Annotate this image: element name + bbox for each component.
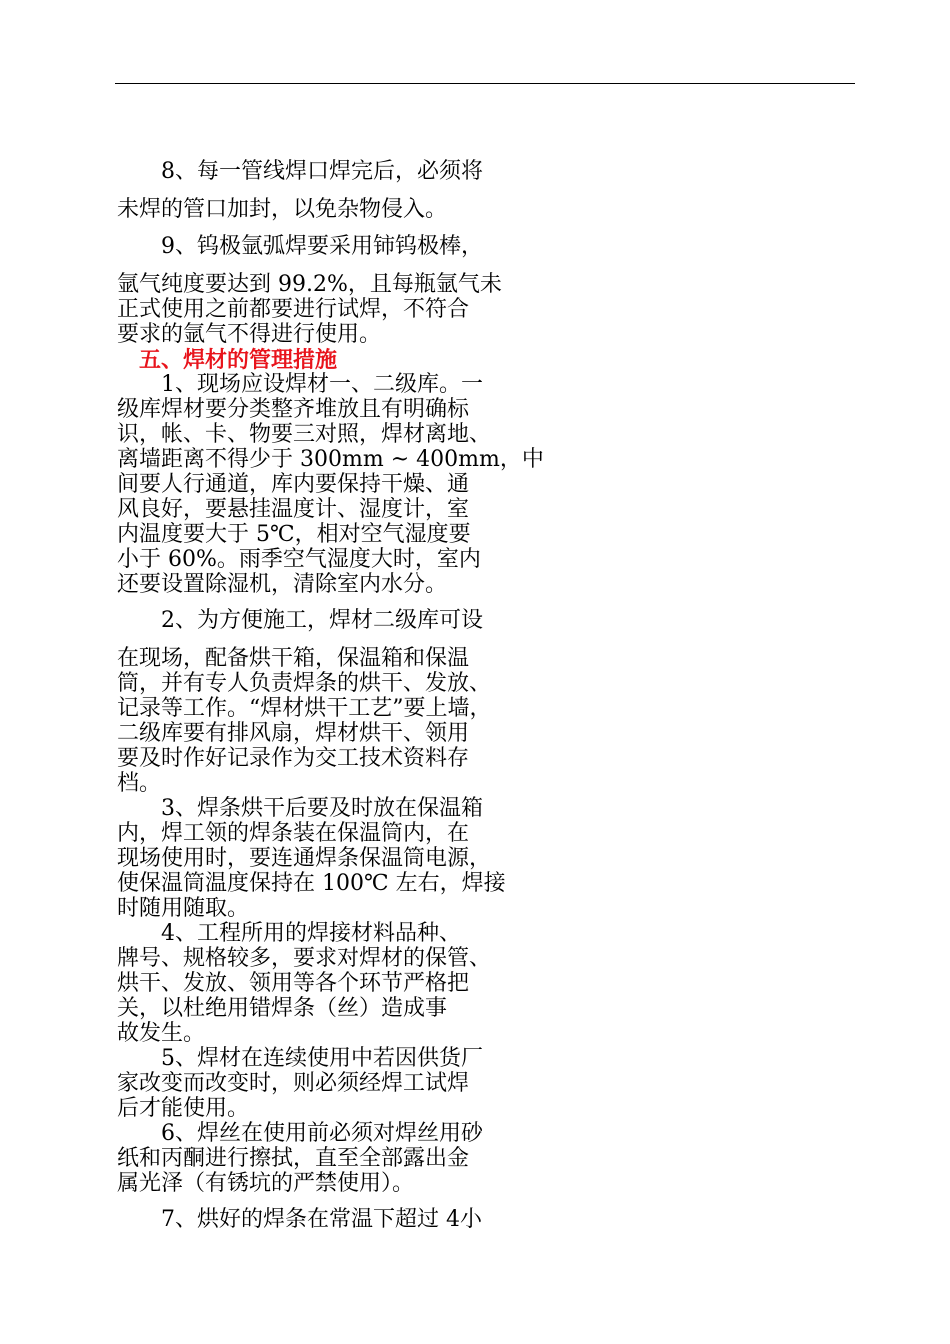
text-line: 2、为方便施工，焊材二级库可设: [117, 608, 483, 633]
text-line: 在现场，配备烘干箱，保温箱和保温: [117, 646, 470, 671]
text-line: 故发生。: [117, 1021, 206, 1046]
text-line: 记录等工作。“焊材烘干工艺”要上墙，: [117, 696, 492, 721]
text-line: 牌号、规格较多，要求对焊材的保管、: [117, 946, 492, 971]
text-line: 8、每一管线焊口焊完后，必须将: [117, 159, 483, 184]
text-line: 1、现场应设焊材一、二级库。一: [117, 372, 483, 397]
text-line: 间要人行通道，库内要保持干燥、通: [117, 472, 470, 497]
text-line: 档。: [117, 771, 162, 796]
text-line: 要及时作好记录作为交工技术资料存: [117, 746, 470, 771]
text-line: 现场使用时，要连通焊条保温筒电源，: [117, 846, 492, 871]
text-line: 后才能使用。: [117, 1096, 250, 1121]
text-line: 二级库要有排风扇，焊材烘干、领用: [117, 721, 470, 746]
text-line: 筒，并有专人负责焊条的烘干、发放、: [117, 671, 492, 696]
text-line: 氩气纯度要达到 99.2%，且每瓶氩气未: [117, 272, 502, 297]
text-line: 级库焊材要分类整齐堆放且有明确标: [117, 397, 470, 422]
text-line: 正式使用之前都要进行试焊，不符合: [117, 297, 470, 322]
text-line: 小于 60%。雨季空气湿度大时，室内: [117, 547, 481, 572]
text-line: 3、焊条烘干后要及时放在保温箱: [117, 796, 483, 821]
text-line: 使保温筒温度保持在 100℃ 左右，焊接: [117, 871, 506, 896]
text-line: 识，帐、卡、物要三对照，焊材离地、: [117, 422, 492, 447]
text-line: 纸和丙酮进行擦拭，直至全部露出金: [117, 1146, 470, 1171]
text-line: 6、焊丝在使用前必须对焊丝用砂: [117, 1121, 483, 1146]
text-line: 5、焊材在连续使用中若因供货厂: [117, 1046, 483, 1071]
text-line: 烘干、发放、领用等各个环节严格把: [117, 971, 470, 996]
text-line: 9、钨极氩弧焊要采用铈钨极棒，: [117, 234, 483, 259]
text-line: 风良好，要悬挂温度计、湿度计，室: [117, 497, 470, 522]
text-line: 关，以杜绝用错焊条（丝）造成事: [117, 996, 448, 1021]
text-line: 还要设置除湿机，清除室内水分。: [117, 572, 448, 597]
text-line: 未焊的管口加封，以免杂物侵入。: [117, 197, 448, 222]
section-heading: 五、焊材的管理措施: [117, 347, 338, 373]
text-line: 7、烘好的焊条在常温下超过 4小: [117, 1207, 482, 1232]
text-line: 时随用随取。: [117, 896, 250, 921]
text-line: 要求的氩气不得进行使用。: [117, 322, 382, 347]
header-rule: [115, 83, 855, 84]
text-line: 内，焊工领的焊条装在保温筒内，在: [117, 821, 470, 846]
text-line: 4、工程所用的焊接材料品种、: [117, 921, 461, 946]
text-line: 内温度要大于 5℃，相对空气湿度要: [117, 522, 471, 547]
text-line: 离墙距离不得少于 300mm ~ 400mm，中: [117, 447, 544, 472]
text-line: 家改变而改变时，则必须经焊工试焊: [117, 1071, 470, 1096]
text-line: 属光泽（有锈坑的严禁使用）。: [117, 1171, 415, 1196]
